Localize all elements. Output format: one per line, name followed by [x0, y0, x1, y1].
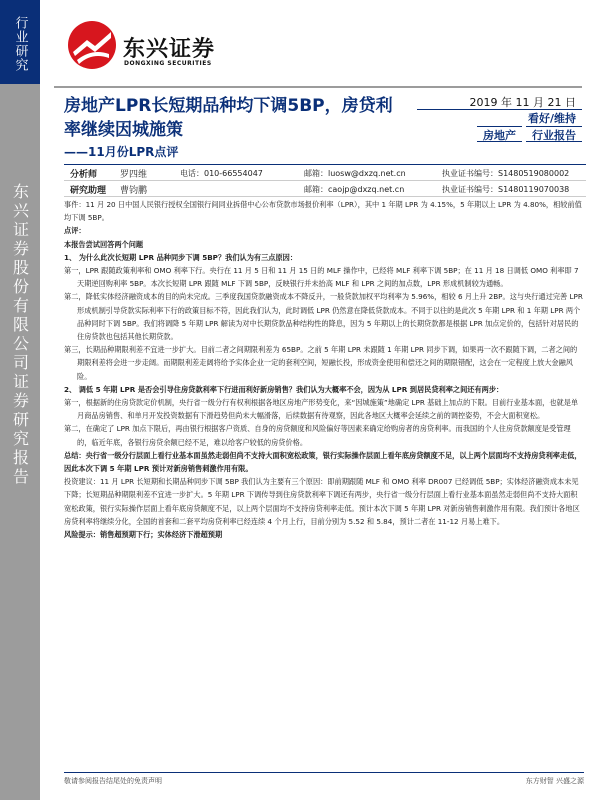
risk-warning: 风险提示：销售超预期下行；实体经济下滑超预期 [64, 530, 223, 540]
sidebar [0, 0, 40, 800]
analyst-cert: 执业证书编号：S1480119070038 [442, 185, 570, 194]
comment-heading: 点评： [64, 226, 86, 236]
analyst-email[interactable]: 邮箱：caojp@dxzq.net.cn [304, 185, 405, 194]
footer-slogan: 东方财智 兴盛之源 [525, 777, 584, 785]
header-divider [54, 86, 582, 88]
analyst-table [64, 165, 586, 197]
answer-2-point-2: 第二，在确定了 LPR 加点下限后，再由银行根据客户资质、自身的房贷额度和风险偏好等因素来确定给购房者的房贷利率。而我国的个人住房贷款额度是受管理的，临近年底，各银行房贷余额已经不足，难以给客户较低的房贷价格。 [64, 424, 571, 447]
rating-label: 看好/维持 [527, 112, 576, 125]
footer-disclaimer[interactable]: 敬请参阅报告结尾处的免责声明 [64, 777, 162, 785]
questions-intro: 本报告尝试回答两个问题 [64, 239, 144, 249]
company-logo [65, 18, 265, 74]
analyst-row [64, 165, 586, 181]
analyst-cert: 执业证书编号：S1480519080002 [442, 169, 570, 178]
answer-1-point-3: 第三，长期品种期限利差不宜进一步扩大。目前二者之间期限利差为 65BP。之前 5 年期 LPR 未跟随 1 年期 LPR 同步下调，如果再一次不跟随下调，二者之间的期限利差将会进一步走阔。而期限利差走阔将给予实体企业一定的套利空间，短融长投，形成资金使用和偿还之间的期限错配，这会在一定程度上放大金融风险。 [64, 345, 578, 381]
answer-1-point-1: 第一，LPR 跟随政策利率和 OMO 利率下行。央行在 11 月 5 日和 11 月 15 日的 MLF 操作中，已经将 MLF 利率下调 5BP；在 11 月 18 日调低 OMO 利率即 7 天期逆回购利率 5BP。本次长短期 LPR 跟随 MLF 下调 5BP，反映银行并未抬高 MLF 和 LPR 之间的加点数，LPR 形成机制较为通畅。 [64, 266, 579, 289]
report-date-box [417, 94, 582, 110]
analyst-role: 分析师 [70, 170, 98, 180]
sidebar-category-label: 行业研究 [0, 0, 40, 84]
answer-2-point-1: 第一，根据新的住房贷款定价机制，央行省一级分行有权利根据各地区房地产形势变化，来“因城施策”地确定 LPR 基础上加点的下限。目前行业基本面，也就是单月商品房销售、和单月开发投资数据有下滑趋势但尚未大幅滑落，后续数据有待观察，因此各地区大概率会延续之前的调控姿势，不会大面积宽松。 [64, 398, 579, 421]
logo-english-name: DONGXING SECURITIES [124, 60, 212, 67]
report-subtitle: ——11月份LPR点评 [64, 145, 179, 159]
report-tags [417, 126, 582, 142]
investment-advice: 投资建议：11 月 LPR 长短期和长期品种同步下调 5BP 我们认为主要有三个原因：即前期跟随 MLF 和 OMO 利率 DR007 已经调低 5BP；实体经济融资成本未见下降；长短期品种期限利差不宜进一步扩大。5 年期 LPR 下调传导到住房贷款利率下调还有两步，央行省一级分行层面上看行业基本面虽然走弱但尚不支持大面积宽松政策，银行实际操作层面上看年底房贷额度不足，以上两个层面均不支持房贷利率走低。预计本次下调 5 年期 LPR 对新房销售刺激作用有限。我们预计各地区房贷利率将继续分化，全国的首套和二套平均房贷利率已经连续 4 个月上行，目前分别为 5.52 和 5.84，预计二者在 11-12 月易上难下。 [64, 477, 580, 526]
question-1: 1、 为什么此次长短期 LPR 品种同步下调 5BP？我们认为有三点原因： [64, 252, 298, 262]
logo-chinese-name: 东兴证券 [123, 37, 216, 62]
analyst-name: 罗四维 [120, 170, 148, 180]
event-paragraph: 事件：11 月 20 日中国人民银行授权全国银行间同业拆借中心公布贷款市场报价利率（LPR），其中 1 年期 LPR 为 4.15%，5 年期以上 LPR 为 4.80%，相较前值均下调 5BP。 [64, 200, 582, 223]
tag-sector: 房地产 [477, 126, 522, 142]
analyst-email[interactable]: 邮箱：luosw@dxzq.net.cn [304, 169, 406, 178]
analyst-role: 研究助理 [70, 186, 107, 196]
summary-paragraph: 总结：央行省一级分行层面上看行业基本面虽然走弱但尚不支持大面积宽松政策，银行实际操作层面上看年底房贷额度不足，以上两个层面均不支持房贷利率走低，因此本次下调 5 年期 LPR 预计对新房销售刺激作用有限。 [64, 450, 582, 474]
report-body [64, 198, 584, 541]
logo-mark-icon [65, 18, 119, 72]
tag-type: 行业报告 [526, 126, 582, 142]
analyst-row [64, 181, 586, 197]
answer-1-point-2: 第二，降低实体经济融资成本的目的尚未完成。三季度我国贷款融资成本不降反升，一般贷款加权平均利率为 5.96%，相较 6 月上升 2BP。这与央行通过完善 LPR 形成机制引导贷款实际利率下行的政策目标不符，因此我们认为，此时调低 LPR 仍然意在降低贷款成本。不同于以往的是此次 5 年期 LPR 和 1 年期 LPR 两个品种同时下调 5BP。我们将调降 5 年期 LPR 解读为对中长期贷款品种结构性的降息，因为 5 年期以上的长期贷款都是根据 LPR 加点定价的，包括针对居民的住房贷款也包括其他长期贷款。 [64, 292, 583, 342]
report-date: 2019 年 11 月 21 日 [469, 96, 576, 109]
footer-divider [64, 772, 584, 773]
question-2: 2、 调低 5 年期 LPR 是否会引导住房贷款利率下行进而利好新房销售？我们认为大概率不会，因为从 LPR 到居民贷利率之间还有两步： [64, 384, 504, 394]
sidebar-company-label: 东兴证券股份有限公司证券研究报告 [10, 183, 30, 487]
report-title: 房地产LPR长短期品种均下调5BP，房贷利率继续因城施策 [64, 96, 393, 140]
analyst-phone: 电话：010-66554047 [180, 169, 263, 178]
analyst-name: 曹钧鹏 [120, 186, 148, 196]
